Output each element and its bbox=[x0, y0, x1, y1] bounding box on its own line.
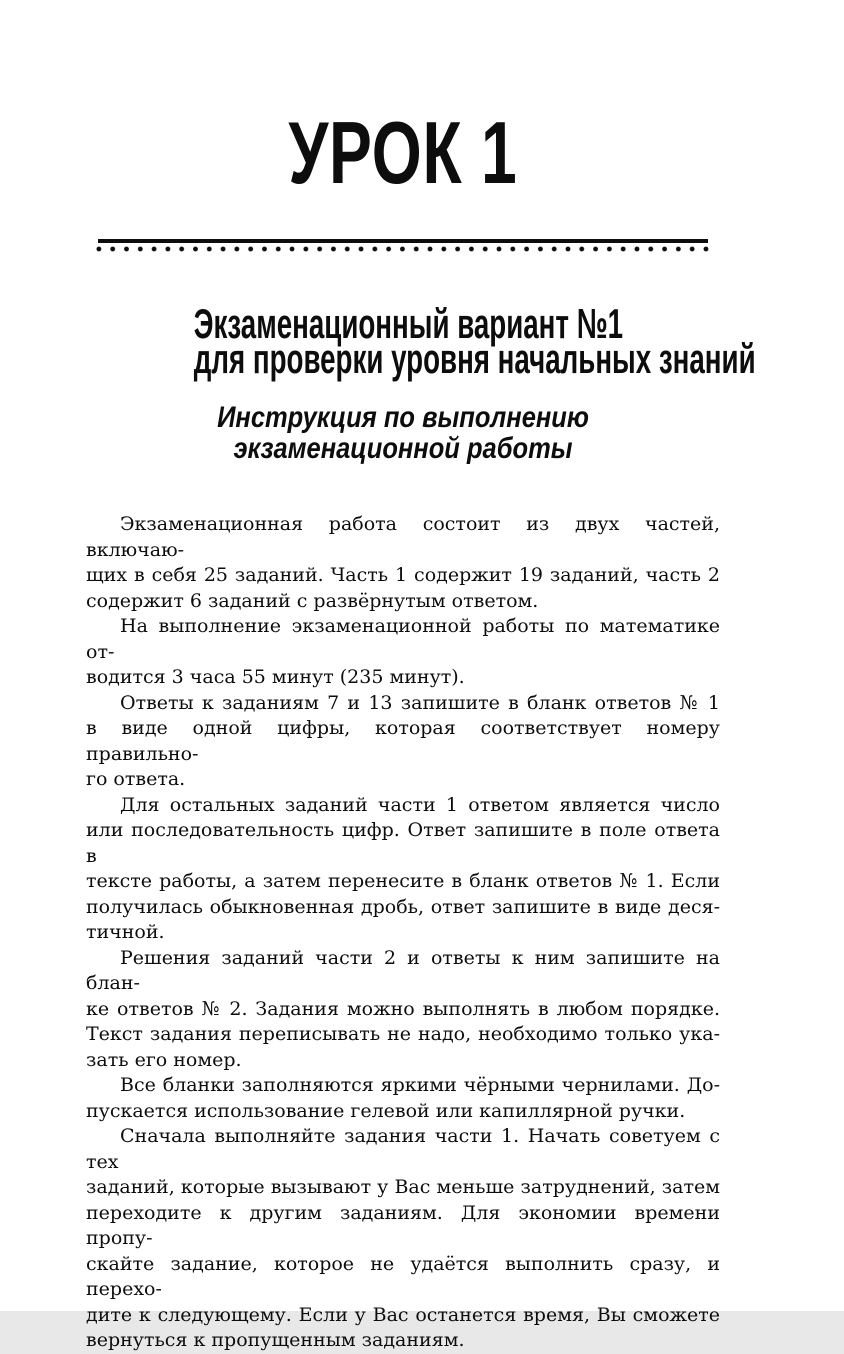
text-line: го ответа. bbox=[86, 768, 186, 790]
divider-dotted-row bbox=[92, 246, 714, 252]
text-line: водится 3 часа 55 минут (235 минут). bbox=[86, 666, 465, 688]
text-line: Экзаменационная работа состоит из двух частей, включаю- bbox=[86, 513, 720, 561]
paragraph bbox=[86, 793, 720, 946]
lesson-title bbox=[86, 0, 720, 200]
text-line: дите к следующему. Если у Вас останется время, Вы сможете bbox=[86, 1303, 720, 1326]
divider-rule bbox=[98, 239, 708, 243]
section-divider bbox=[86, 239, 720, 252]
instruction-subheading-line2: экзаменационной работы bbox=[233, 432, 573, 465]
paragraph bbox=[86, 1073, 720, 1124]
text-line: Ответы к заданиям 7 и 13 запишите в бланк ответов № 1 bbox=[120, 691, 720, 714]
text-line: вернуться к пропущенным заданиям. bbox=[86, 1329, 465, 1351]
exam-variant-heading-line1: Экзаменационный вариант №1 bbox=[193, 300, 624, 347]
text-line: скайте задание, которое не удаётся выполнить сразу, и перехо- bbox=[86, 1252, 720, 1300]
text-line: Сначала выполняйте задания части 1. Начать советуем с тех bbox=[86, 1125, 720, 1173]
paragraph bbox=[86, 946, 720, 1074]
exam-variant-heading bbox=[193, 300, 756, 382]
text-line: Для остальных заданий части 1 ответом является число bbox=[120, 793, 720, 816]
text-line: ке ответов № 2. Задания можно выполнять в любом порядке. bbox=[86, 997, 720, 1020]
text-line: щих в себя 25 заданий. Часть 1 содержит 19 заданий, часть 2 bbox=[86, 564, 720, 586]
text-line: заданий, которые вызывают у Вас меньше затруднений, затем bbox=[86, 1176, 720, 1198]
paragraph bbox=[86, 512, 720, 614]
text-line: Текст задания переписывать не надо, необходимо только ука- bbox=[86, 1023, 720, 1045]
text-line: содержит 6 заданий с развёрнутым ответом. bbox=[86, 589, 539, 612]
instruction-text bbox=[86, 512, 720, 1354]
paragraph bbox=[86, 691, 720, 793]
text-line: На выполнение экзаменационной работы по математике от- bbox=[86, 615, 720, 663]
instruction-subheading-line1: Инструкция по выполнению bbox=[217, 401, 589, 434]
text-line: Все бланки заполняются яркими чёрными чернилами. До- bbox=[120, 1074, 720, 1096]
text-line: Решения заданий части 2 и ответы к ним запишите на блан- bbox=[86, 946, 720, 994]
text-line: пускается использование гелевой или капиллярной ручки. bbox=[86, 1099, 686, 1122]
text-line: тексте работы, а затем перенесите в бланк ответов № 1. Если bbox=[86, 870, 720, 892]
text-line: тичной. bbox=[86, 921, 165, 943]
instruction-subheading bbox=[134, 402, 673, 464]
text-line: переходите к другим заданиям. Для экономии времени пропу- bbox=[86, 1201, 720, 1249]
exam-variant-heading-line2: для проверки уровня начальных знаний bbox=[193, 335, 756, 382]
paragraph bbox=[86, 614, 720, 691]
text-line: зать его номер. bbox=[86, 1048, 242, 1071]
text-line: получилась обыкновенная дробь, ответ запишите в виде деся- bbox=[86, 895, 720, 918]
text-line: в виде одной цифры, которая соответствует номеру правильно- bbox=[86, 717, 720, 765]
text-line: или последовательность цифр. Ответ запишите в поле ответа в bbox=[86, 819, 720, 867]
paragraph bbox=[86, 1124, 720, 1354]
lesson-title-text: УРОК 1 bbox=[288, 103, 518, 202]
